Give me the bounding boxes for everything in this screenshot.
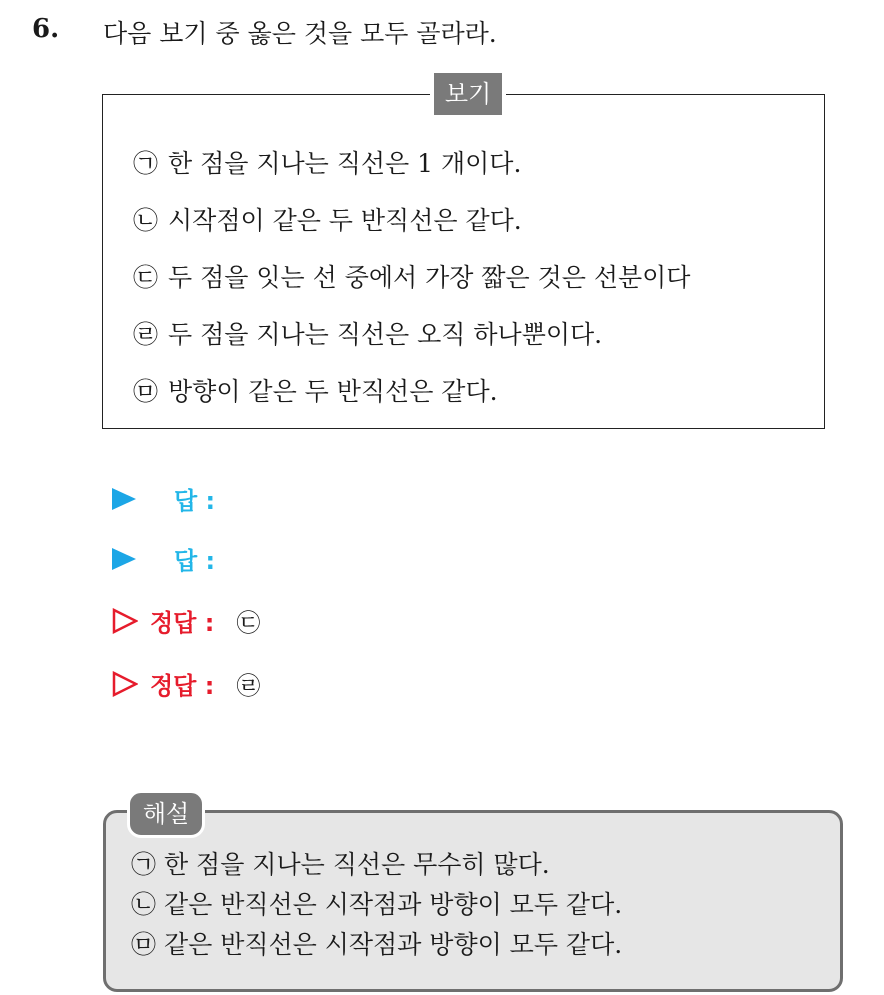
explanation-line-2: ㉡ 같은 반직선은 시작점과 방향이 모두 같다. <box>131 890 623 919</box>
correct-label: 정답 : <box>150 672 215 700</box>
item-marker: ㉢ <box>133 263 159 292</box>
play-triangle-icon <box>112 548 136 570</box>
bogi-item-2 <box>133 201 522 237</box>
answer-label: 답 : <box>174 547 216 575</box>
answer-row-2 <box>112 541 433 576</box>
item-marker: ㉤ <box>133 377 159 406</box>
bogi-item-4 <box>133 315 602 351</box>
correct-value: ㉢ <box>236 609 261 637</box>
item-text: 두 점을 지나는 직선은 오직 하나뿐이다. <box>168 320 603 349</box>
outline-triangle-icon <box>112 671 138 697</box>
item-marker: ㉣ <box>133 320 159 349</box>
item-text: 방향이 같은 두 반직선은 같다. <box>168 377 498 406</box>
correct-label: 정답 : <box>150 609 215 637</box>
item-marker: ㉠ <box>133 149 159 178</box>
explanation-label: 해설 <box>127 790 205 838</box>
bogi-item-3 <box>133 258 690 294</box>
explanation-line-3: ㉤ 같은 반직선은 시작점과 방향이 모두 같다. <box>131 930 623 959</box>
item-text: 한 점을 지나는 직선은 1 개이다. <box>168 149 522 178</box>
item-marker: ㉡ <box>133 206 159 235</box>
question-text: 다음 보기 중 옳은 것을 모두 골라라. <box>103 19 497 48</box>
correct-row-2 <box>112 666 260 701</box>
question-number: 6. <box>32 14 60 44</box>
answer-label: 답 : <box>174 487 216 515</box>
answer-row-1 <box>112 481 433 516</box>
outline-triangle-icon <box>112 608 138 634</box>
correct-value: ㉣ <box>236 672 261 700</box>
bogi-item-5 <box>133 372 498 408</box>
correct-row-1 <box>112 603 260 638</box>
item-text: 시작점이 같은 두 반직선은 같다. <box>168 206 522 235</box>
explanation-line-1: ㉠ 한 점을 지나는 직선은 무수히 많다. <box>131 850 550 879</box>
bogi-label: 보기 <box>430 73 506 115</box>
bogi-item-1 <box>133 144 521 180</box>
item-text: 두 점을 잇는 선 중에서 가장 짧은 것은 선분이다 <box>168 263 691 292</box>
play-triangle-icon <box>112 488 136 510</box>
